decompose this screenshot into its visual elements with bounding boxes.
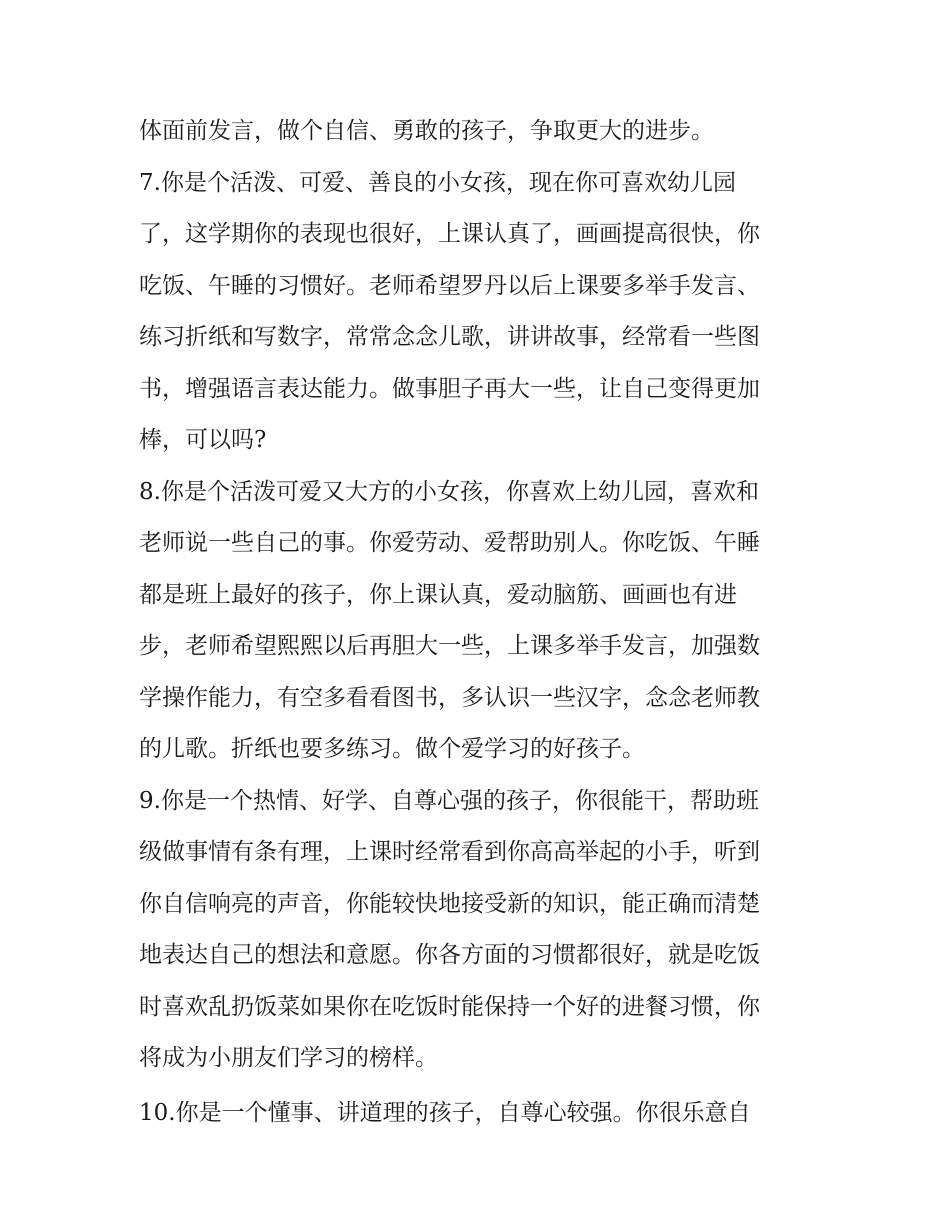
text-line-16: 你自信响亮的声音，你能较快地接受新的知识，能正确而清楚 xyxy=(139,890,760,917)
text-line-4: 吃饭、午睡的习惯好。老师希望罗丹以后上课要多举手发言、 xyxy=(139,272,760,299)
text-line-12: 学操作能力，有空多看看图书，多认识一些汉字，念念老师教 xyxy=(139,684,760,711)
text-line-17: 地表达自己的想法和意愿。你各方面的习惯都很好，就是吃饭 xyxy=(139,942,760,968)
body-text xyxy=(139,106,819,1139)
text-line-6: 书，增强语言表达能力。做事胆子再大一些，让自己变得更加 xyxy=(139,375,760,402)
text-line-1: 体面前发言，做个自信、勇敢的孩子，争取更大的进步。 xyxy=(139,118,714,144)
text-line-18: 时喜欢乱扔饭菜如果你在吃饭时能保持一个好的进餐习惯，你 xyxy=(139,993,760,1020)
text-line-7: 棒，可以吗? xyxy=(139,427,267,453)
text-line-5: 练习折纸和写数字，常常念念儿歌，讲讲故事，经常看一些图 xyxy=(139,324,760,350)
text-line-10: 都是班上最好的孩子，你上课认真，爱动脑筋、画画也有进 xyxy=(139,581,737,608)
text-line-15: 级做事情有条有理，上课时经常看到你高高举起的小手，听到 xyxy=(139,839,760,865)
text-line-3: 了，这学期你的表现也很好，上课认真了，画画提高很快，你 xyxy=(139,221,760,247)
text-line-20: 10.你是一个懂事、讲道理的孩子，自尊心较强。你很乐意自 xyxy=(139,1099,751,1126)
text-line-2: 7.你是个活泼、可爱、善良的小女孩，现在你可喜欢幼儿园 xyxy=(139,169,736,196)
text-line-19: 将成为小朋友们学习的榜样。 xyxy=(139,1045,438,1071)
text-line-13: 的儿歌。折纸也要多练习。做个爱学习的好孩子。 xyxy=(139,736,645,762)
text-line-8: 8.你是个活泼可爱又大方的小女孩，你喜欢上幼儿园，喜欢和 xyxy=(139,478,759,505)
text-line-14: 9.你是一个热情、好学、自尊心强的孩子，你很能干，帮助班 xyxy=(139,787,759,814)
text-line-9: 老师说一些自己的事。你爱劳动、爱帮助别人。你吃饭、午睡 xyxy=(139,530,760,556)
text-line-11: 步，老师希望熙熙以后再胆大一些，上课多举手发言，加强数 xyxy=(139,633,760,659)
